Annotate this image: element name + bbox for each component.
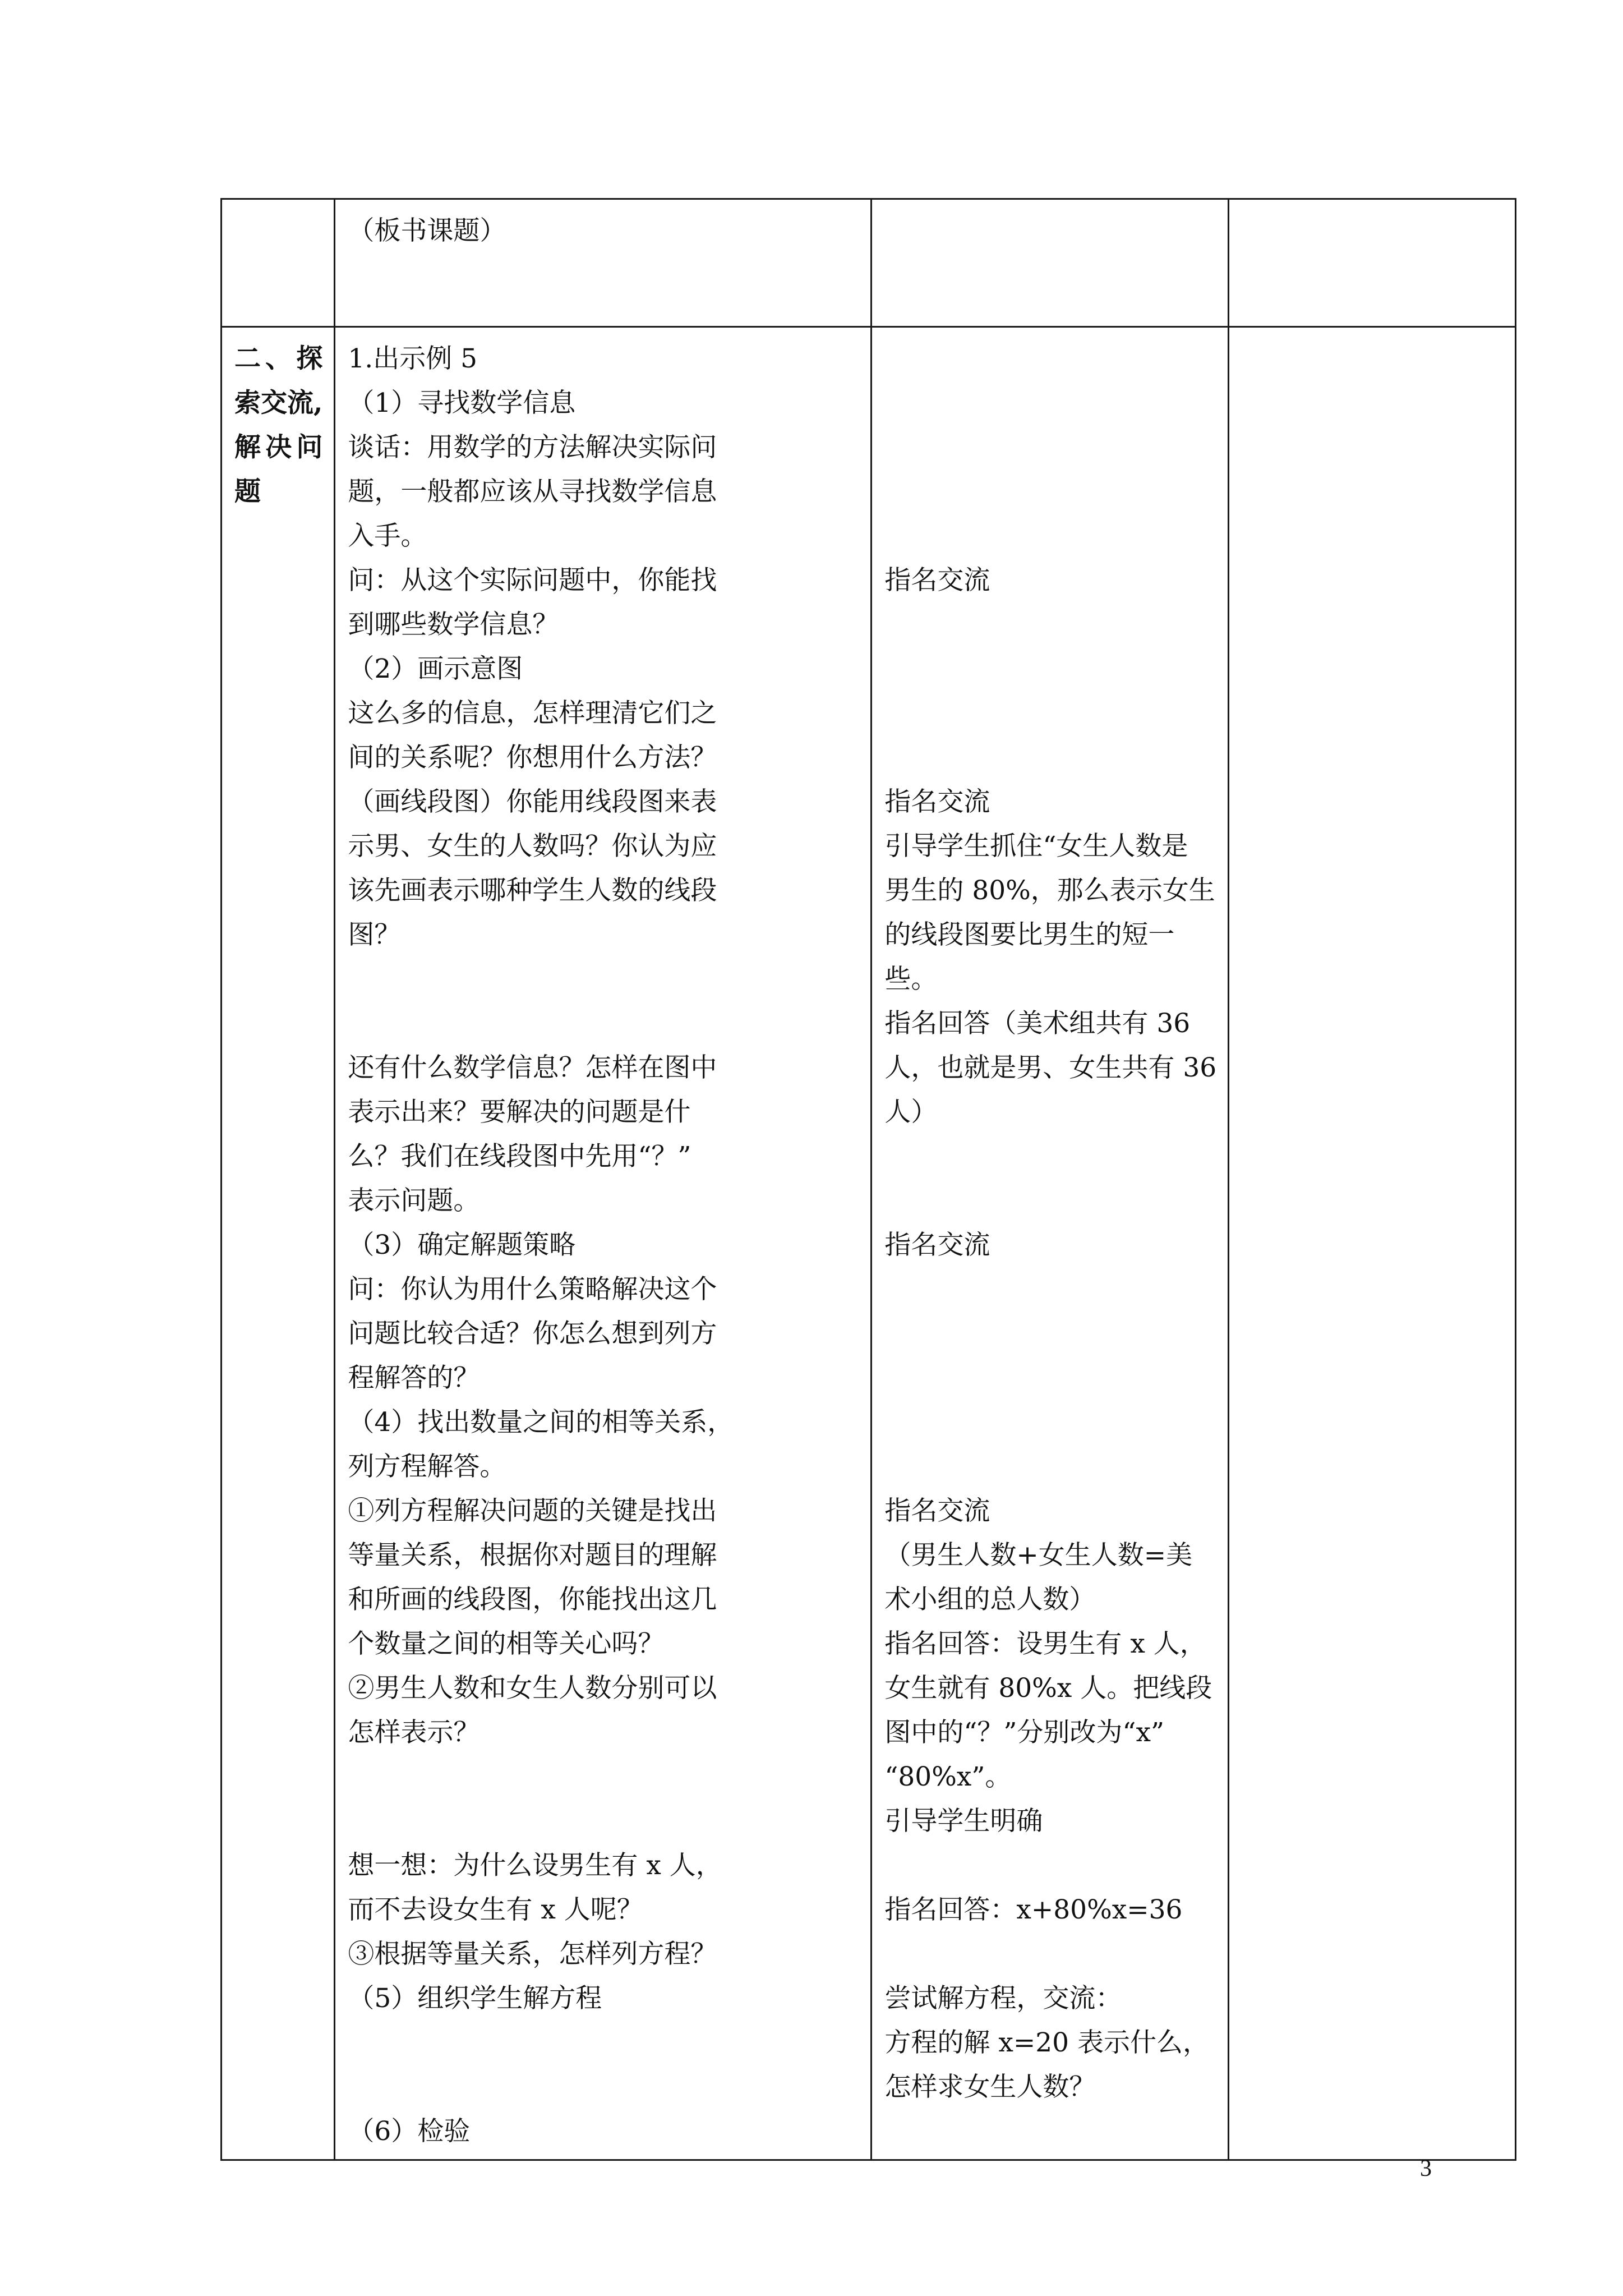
teacher-activity-line: 表示出来？要解决的问题是什: [348, 1097, 691, 1128]
lesson-plan-table-wrapper: [220, 198, 1516, 2161]
teacher-activity-line: [348, 957, 859, 1001]
page-number: 3: [1420, 2156, 1432, 2182]
teacher-activity-line: [348, 1755, 859, 1799]
student-activity-line: [884, 1312, 1216, 1356]
teacher-activity-line: （4）找出数量之间的相等关系，: [348, 1407, 734, 1438]
teacher-activity-line: （1）寻找数学信息: [348, 388, 576, 418]
teacher-activity-line: 图？: [348, 919, 401, 950]
teacher-activity-line: 1.出示例 5: [348, 343, 478, 374]
student-activity-line: 人）: [884, 1097, 938, 1128]
teacher-activity-line: 谈话：用数学的方法解决实际问: [348, 432, 717, 463]
teacher-activity-line: 程解答的？: [348, 1363, 480, 1393]
student-activity-line: 人，也就是男、女生共有 36: [884, 1052, 1217, 1083]
teacher-activity-line: 列方程解答。: [348, 1451, 506, 1482]
row2-stage-cell: [222, 327, 335, 2160]
student-activity-line: [884, 337, 1216, 381]
student-activity-line: [884, 1843, 1216, 1888]
student-activity-line: 的线段图要比男生的短一: [884, 919, 1175, 950]
stage-title-line: 索交流,: [234, 388, 323, 418]
student-activity-line: 引导学生明确: [884, 1806, 1043, 1837]
student-activity-line: 图中的“？”分别改为“x”: [884, 1717, 1164, 1748]
teacher-activity-line: 而不去设女生有 x 人呢？: [348, 1894, 643, 1925]
row2-notes-cell: [1229, 327, 1516, 2160]
row1-teacher-cell: [335, 199, 872, 327]
student-activity-line: [884, 735, 1216, 780]
stage-title-line: 题: [234, 476, 261, 507]
teacher-activity-line: 示男、女生的人数吗？你认为应: [348, 831, 717, 862]
student-activity-line: [884, 1400, 1216, 1444]
teacher-activity-text: [348, 337, 859, 2154]
student-activity-line: [884, 1356, 1216, 1400]
table-row-board-title: [222, 199, 1516, 327]
student-activity-line: [884, 1444, 1216, 1489]
student-activity-text: [884, 337, 1216, 2154]
teacher-activity-line: ①列方程解决问题的关键是找出: [348, 1496, 717, 1526]
student-activity-line: 引导学生抓住“女生人数是: [884, 831, 1188, 862]
board-title-text: （板书课题）: [348, 215, 506, 246]
row1-notes-cell: [1229, 199, 1516, 327]
teacher-activity-line: [348, 2021, 859, 2065]
row1-student-cell: [872, 199, 1229, 327]
student-activity-line: 尝试解方程，交流：: [884, 1983, 1122, 2014]
student-activity-line: “80%x”。: [884, 1761, 1012, 1792]
teacher-activity-line: （5）组织学生解方程: [348, 1983, 602, 2014]
teacher-activity-line: （2）画示意图: [348, 654, 523, 684]
student-activity-line: 术小组的总人数）: [884, 1584, 1096, 1615]
student-activity-line: 指名回答：设男生有 x 人，: [884, 1628, 1206, 1659]
student-activity-line: 指名交流: [884, 786, 990, 817]
teacher-activity-line: [348, 2065, 859, 2109]
student-activity-line: 怎样求女生人数？: [884, 2072, 1096, 2102]
teacher-activity-line: （6）检验: [348, 2116, 471, 2147]
stage-title: [234, 337, 322, 514]
student-activity-line: 指名回答：x+80%x=36: [884, 1894, 1183, 1925]
lesson-plan-table: [220, 198, 1516, 2161]
teacher-activity-line: 表示问题。: [348, 1185, 480, 1216]
student-activity-line: [884, 647, 1216, 691]
teacher-activity-line: ③根据等量关系，怎样列方程？: [348, 1939, 717, 1970]
teacher-activity-line: 问：你认为用什么策略解决这个: [348, 1274, 717, 1305]
teacher-activity-line: ②男生人数和女生人数分别可以: [348, 1673, 717, 1704]
teacher-activity-line: 题，一般都应该从寻找数学信息: [348, 476, 717, 507]
teacher-activity-line: 间的关系呢？你想用什么方法？: [348, 742, 717, 773]
teacher-activity-line: 想一想：为什么设男生有 x 人，: [348, 1850, 722, 1881]
stage-title-line: 解决问: [234, 432, 323, 463]
teacher-activity-line: 和所画的线段图，你能找出这几: [348, 1584, 717, 1615]
student-activity-line: [884, 381, 1216, 425]
teacher-activity-line: 该先画表示哪种学生人数的线段: [348, 875, 717, 906]
row1-stage-cell: [222, 199, 335, 327]
student-activity-line: [884, 602, 1216, 647]
student-activity-line: （男生人数+女生人数=美: [884, 1540, 1193, 1571]
teacher-activity-line: 个数量之间的相等关心吗？: [348, 1628, 665, 1659]
student-activity-line: [884, 2109, 1216, 2154]
student-activity-line: [884, 1932, 1216, 1976]
table-row-explore: [222, 327, 1516, 2160]
student-activity-line: [884, 1267, 1216, 1312]
row2-teacher-cell: [335, 327, 872, 2160]
student-activity-line: 些。: [884, 964, 938, 995]
student-activity-line: [884, 1179, 1216, 1223]
student-activity-line: 指名交流: [884, 1496, 990, 1526]
student-activity-line: [884, 691, 1216, 735]
teacher-activity-line: [348, 1001, 859, 1046]
student-activity-line: 女生就有 80%x 人。把线段: [884, 1673, 1212, 1704]
teacher-activity-line: 等量关系，根据你对题目的理解: [348, 1540, 717, 1571]
teacher-activity-line: [348, 1799, 859, 1843]
stage-title-line: 二、探: [234, 343, 323, 374]
student-activity-line: 指名交流: [884, 1230, 990, 1260]
row2-student-cell: [872, 327, 1229, 2160]
teacher-activity-line: 么？我们在线段图中先用“？”: [348, 1141, 691, 1172]
teacher-activity-line: 怎样表示？: [348, 1717, 480, 1748]
student-activity-line: 方程的解 x=20 表示什么，: [884, 2027, 1209, 2058]
teacher-activity-line: 到哪些数学信息？: [348, 609, 559, 640]
teacher-activity-line: 问题比较合适？你怎么想到列方: [348, 1318, 717, 1349]
teacher-activity-line: 这么多的信息，怎样理清它们之: [348, 698, 717, 729]
teacher-activity-line: 还有什么数学信息？怎样在图中: [348, 1052, 717, 1083]
student-activity-line: 指名交流: [884, 565, 990, 596]
teacher-activity-line: 入手。: [348, 521, 427, 551]
teacher-activity-line: 问：从这个实际问题中，你能找: [348, 565, 717, 596]
student-activity-line: [884, 1134, 1216, 1179]
student-activity-line: [884, 470, 1216, 514]
teacher-activity-line: （画线段图）你能用线段图来表: [348, 786, 717, 817]
student-activity-line: [884, 514, 1216, 558]
student-activity-line: 男生的 80%，那么表示女生: [884, 875, 1215, 906]
teacher-activity-line: （3）确定解题策略: [348, 1230, 576, 1260]
student-activity-line: [884, 425, 1216, 470]
student-activity-line: 指名回答（美术组共有 36: [884, 1008, 1191, 1039]
